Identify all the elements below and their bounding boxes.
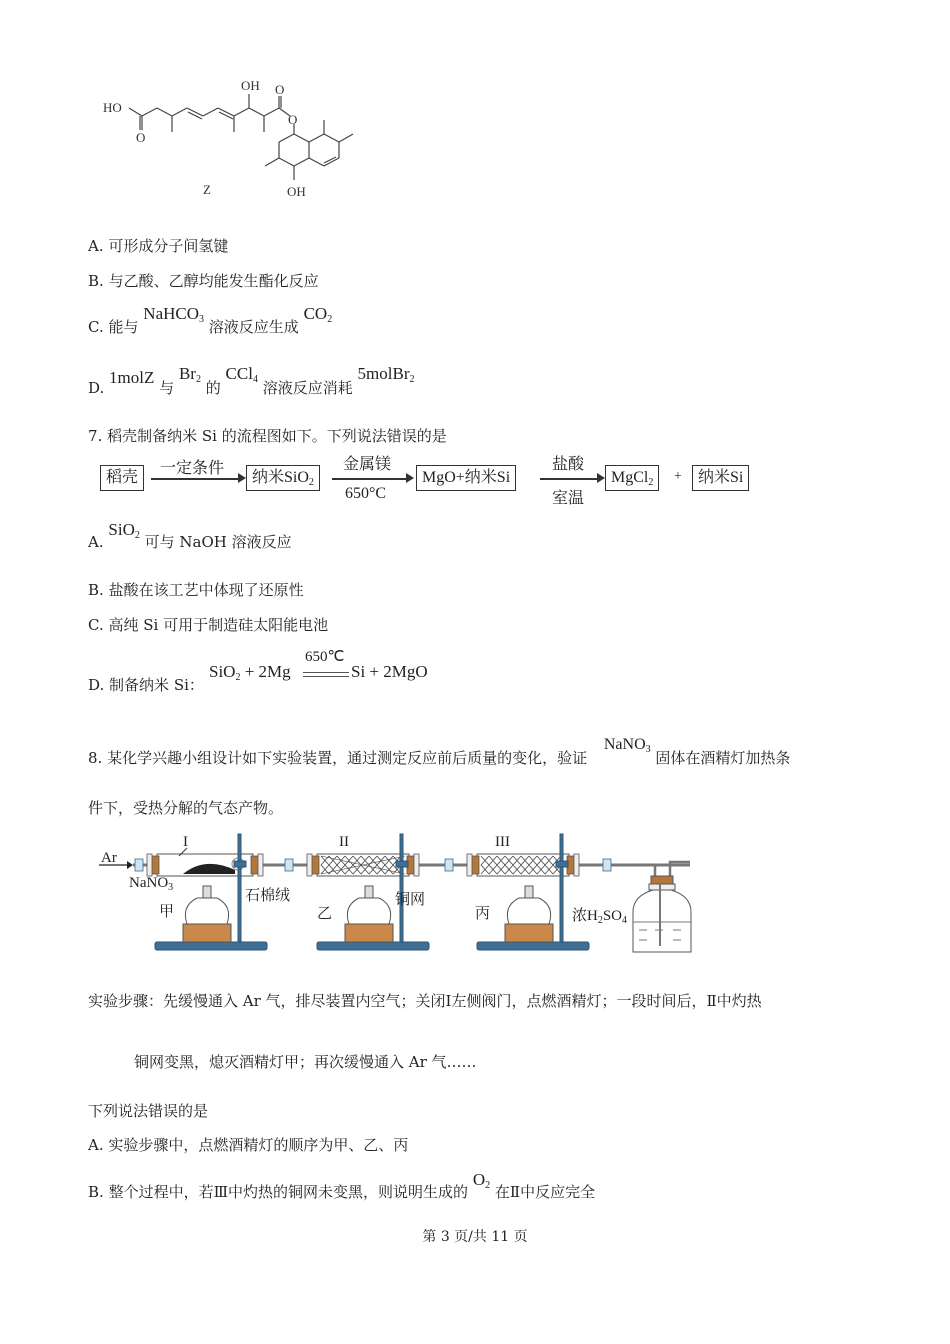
flow-box-nano-sio2: 纳米SiO$_2$	[246, 465, 320, 491]
option-text: 高纯 Si 可用于制造硅太阳能电池	[108, 616, 329, 634]
arrow1-head	[238, 473, 246, 483]
option-text: 能与	[108, 318, 139, 336]
structure-z-figure	[95, 72, 365, 207]
option-letter: C.	[88, 616, 104, 634]
q7-option-b	[88, 580, 304, 600]
formula-nahco3: NaHCO$_3$	[143, 304, 205, 325]
page-footer: 第 3 页/共 11 页	[422, 1229, 528, 1245]
label-copper-mesh: 铜网	[395, 890, 426, 908]
svg-text:OH: OH	[287, 184, 306, 199]
q8-stem-line1: 8. 某化学兴趣小组设计如下实验装置，通过测定反应前后质量的变化，验证 NaNO$_3$ 固体在酒精灯加热条	[88, 736, 791, 767]
label-nano3: NaNO$_3$	[129, 875, 174, 893]
q7-flowchart	[100, 455, 770, 505]
svg-text:OH: OH	[241, 78, 260, 93]
formula-co2: $CO_2$	[303, 304, 333, 325]
q8-steps-line1: 实验步骤：先缓慢通入 Ar 气，排尽装置内空气；关闭Ⅰ左侧阀门，点燃酒精灯；一段时间后，Ⅱ中灼热	[88, 992, 762, 1010]
label-lamp-yi: 乙	[317, 904, 333, 922]
svg-text:II: II	[339, 834, 349, 850]
option-text: 在Ⅱ中反应完全	[494, 1183, 596, 1201]
svg-text:III: III	[495, 834, 510, 850]
arrow1-label: 一定条件	[160, 460, 225, 477]
option-text: 盐酸在该工艺中体现了还原性	[108, 581, 304, 599]
formula-ccl4: CCl$_4$	[225, 364, 258, 385]
flow-box-nano-si: 纳米Si	[692, 465, 749, 491]
q8-option-a	[88, 1135, 408, 1155]
q8-option-b	[88, 1170, 595, 1200]
arrow1	[151, 478, 243, 480]
q7-option-d	[88, 675, 204, 695]
equation-equals	[303, 672, 349, 677]
q6-option-b	[88, 271, 319, 291]
arrow2-bottom-label: 650°C	[345, 485, 387, 502]
svg-text:Z: Z	[203, 182, 211, 197]
q7-option-a	[88, 520, 292, 550]
molecule-structure-icon	[95, 72, 365, 207]
option-letter: B.	[88, 272, 104, 290]
flow-box-rice-husk: 稻壳	[100, 465, 144, 491]
svg-text:I: I	[183, 834, 188, 850]
plus-sign: +	[674, 469, 682, 484]
option-text: 可形成分子间氢键	[108, 237, 229, 255]
q8-apparatus-figure	[95, 826, 705, 958]
flow-box-mgcl2: MgCl$_2$	[605, 465, 659, 491]
q7-stem: 7. 稻壳制备纳米 Si 的流程图如下。下列说法错误的是	[88, 427, 447, 445]
svg-text:O: O	[288, 112, 298, 127]
option-letter: B.	[88, 1183, 104, 1201]
arrow2-head	[406, 473, 414, 483]
q6-option-c	[88, 304, 333, 337]
formula-br2: $Br_2$	[178, 364, 201, 385]
equation-right: Si + 2MgO	[351, 662, 428, 681]
arrow3-bottom-label: 室温	[552, 490, 585, 507]
q6-option-a	[88, 236, 228, 256]
option-letter: A.	[88, 237, 104, 255]
option-text: 与乙酸、乙醇均能发生酯化反应	[108, 272, 319, 290]
label-lamp-bing: 丙	[475, 904, 491, 922]
formula-o2: $O_2$	[472, 1170, 491, 1191]
arrow2	[332, 478, 410, 480]
equation-left: SiO$_2$ + 2Mg	[209, 662, 291, 683]
formula-nano3: NaNO$_3$	[603, 736, 651, 755]
label-asbestos-wool: 石棉绒	[245, 886, 291, 904]
option-letter: C.	[88, 318, 104, 336]
option-letter: A.	[88, 1136, 104, 1154]
option-letter: A.	[88, 533, 104, 551]
arrow3-head	[597, 473, 605, 483]
equation-condition: 650℃	[305, 649, 345, 665]
label-conc-h2so4: 浓$H_2SO_4$	[572, 908, 628, 926]
arrow3-top-label: 盐酸	[552, 456, 585, 473]
option-text: 实验步骤中，点燃酒精灯的顺序为甲、乙、丙	[108, 1136, 409, 1154]
option-letter: D.	[88, 379, 105, 397]
formula-sio2: SiO$_2$	[108, 520, 140, 541]
q8-steps-line2: 铜网变黑，熄灭酒精灯甲；再次缓慢通入 Ar 气……	[134, 1053, 477, 1071]
label-lamp-jia: 甲	[159, 902, 175, 920]
svg-text:O: O	[275, 82, 285, 97]
ho-label: HO	[103, 100, 122, 115]
svg-text:O: O	[136, 130, 146, 145]
option-text: 可与 NaOH 溶液反应	[144, 533, 292, 551]
formula-1molz: 1molZ	[109, 368, 155, 387]
option-text: 制备纳米 Si：	[109, 676, 204, 694]
formula-5molbr2: 5molBr$_2$	[357, 364, 415, 385]
option-text: 溶液反应生成	[208, 318, 299, 336]
q6-option-d: D. 1molZ 与 $Br_2$ 的 CCl$_4$ 溶液反应消耗 5molBr$_2$	[88, 364, 415, 397]
flow-box-mgo-nano-si: MgO+纳米Si	[416, 465, 516, 491]
q8-question: 下列说法错误的是	[88, 1102, 209, 1120]
option-text: 整个过程中，若Ⅲ中灼热的铜网未变黑，则说明生成的	[108, 1183, 469, 1201]
q8-stem-line2: 件下，受热分解的气态产物。	[88, 799, 284, 817]
q7-option-c	[88, 615, 328, 635]
arrow3	[540, 478, 602, 480]
q7-equation	[209, 648, 449, 688]
arrow2-top-label: 金属镁	[343, 456, 392, 473]
option-letter: D.	[88, 676, 105, 694]
svg-text:Ar: Ar	[101, 850, 117, 866]
option-letter: B.	[88, 581, 104, 599]
